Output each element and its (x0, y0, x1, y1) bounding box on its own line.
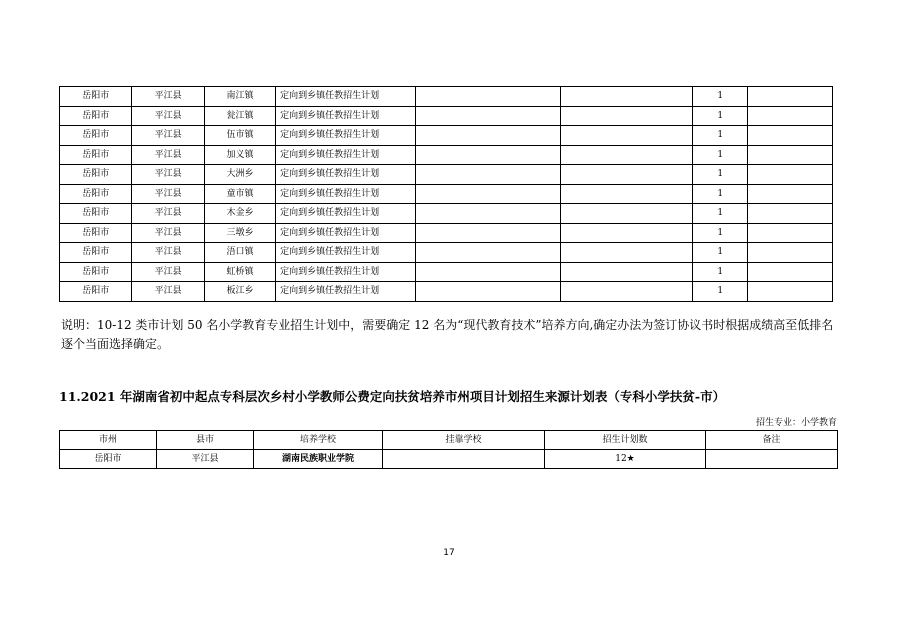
cell-col6 (560, 243, 693, 263)
cell-col6 (560, 106, 693, 126)
cell-col6 (560, 145, 693, 165)
cell-enrollment-count: 12★ (545, 450, 706, 469)
cell-col5 (415, 204, 560, 224)
cell-town: 加义镇 (204, 145, 275, 165)
cell-town: 伍市镇 (204, 126, 275, 146)
cell-city: 岳阳市 (60, 184, 132, 204)
table-row (60, 243, 833, 263)
cell-county: 平江县 (132, 126, 204, 146)
cell-remarks (748, 87, 833, 107)
cell-col5 (415, 106, 560, 126)
table-header-row (60, 431, 838, 450)
cell-plan-type: 定向到乡镇任教招生计划 (276, 126, 416, 146)
table-row (60, 184, 833, 204)
cell-remarks (748, 165, 833, 185)
cell-count: 1 (693, 282, 748, 302)
cell-county: 平江县 (132, 145, 204, 165)
cell-count: 1 (693, 243, 748, 263)
cell-col6 (560, 165, 693, 185)
cell-col6 (560, 126, 693, 146)
cell-count: 1 (693, 106, 748, 126)
table-row (60, 165, 833, 185)
cell-city: 岳阳市 (60, 223, 132, 243)
cell-plan-type: 定向到乡镇任教招生计划 (276, 204, 416, 224)
cell-count: 1 (693, 184, 748, 204)
cell-plan-type: 定向到乡镇任教招生计划 (276, 145, 416, 165)
cell-town: 浯口镇 (204, 243, 275, 263)
cell-city: 岳阳市 (60, 262, 132, 282)
cell-county: 平江县 (132, 184, 204, 204)
header-city: 市州 (60, 431, 157, 450)
cell-col5 (415, 145, 560, 165)
cell-training-school: 湖南民族职业学院 (254, 450, 383, 469)
cell-city: 岳阳市 (60, 106, 132, 126)
cell-col5 (415, 262, 560, 282)
major-label: 招生专业：小学教育 (755, 418, 837, 428)
header-enrollment-count: 招生计划数 (545, 431, 706, 450)
cell-town: 大洲乡 (204, 165, 275, 185)
cell-county: 平江县 (132, 262, 204, 282)
cell-count: 1 (693, 145, 748, 165)
cell-plan-type: 定向到乡镇任教招生计划 (276, 184, 416, 204)
table-row (60, 106, 833, 126)
cell-col5 (415, 184, 560, 204)
cell-plan-type: 定向到乡镇任教招生计划 (276, 106, 416, 126)
cell-remarks (748, 126, 833, 146)
cell-county: 平江县 (132, 87, 204, 107)
cell-plan-type: 定向到乡镇任教招生计划 (276, 262, 416, 282)
cell-town: 南江镇 (204, 87, 275, 107)
cell-count: 1 (693, 165, 748, 185)
cell-count: 1 (693, 87, 748, 107)
cell-city: 岳阳市 (60, 126, 132, 146)
explanatory-note: 说明：10-12 类市计划 50 名小学教育专业招生计划中，需要确定 12 名为“现代教育技术”培养方向,确定办法为签订协议书时根据成绩高至低排名逐个当面选择确定。 (61, 318, 834, 351)
cell-plan-type: 定向到乡镇任教招生计划 (276, 243, 416, 263)
cell-col6 (560, 184, 693, 204)
cell-town: 虹桥镇 (204, 262, 275, 282)
cell-city: 岳阳市 (60, 243, 132, 263)
table-row (60, 223, 833, 243)
cell-col5 (415, 165, 560, 185)
header-county: 县市 (157, 431, 254, 450)
header-affiliated-school: 挂靠学校 (383, 431, 545, 450)
cell-plan-type: 定向到乡镇任教招生计划 (276, 223, 416, 243)
cell-count: 1 (693, 126, 748, 146)
cell-remarks (748, 243, 833, 263)
table-row (60, 87, 833, 107)
table-row (60, 126, 833, 146)
cell-county: 平江县 (132, 106, 204, 126)
cell-county: 平江县 (132, 223, 204, 243)
cell-col6 (560, 204, 693, 224)
table-row (60, 145, 833, 165)
cell-town: 三墩乡 (204, 223, 275, 243)
recruitment-plan-table-top (59, 86, 833, 302)
cell-col5 (415, 126, 560, 146)
cell-city: 岳阳市 (60, 282, 132, 302)
page-number: 17 (443, 548, 455, 558)
cell-col6 (560, 223, 693, 243)
cell-col6 (560, 87, 693, 107)
cell-city: 岳阳市 (60, 450, 157, 469)
cell-town: 瓮江镇 (204, 106, 275, 126)
cell-remarks (748, 106, 833, 126)
cell-county: 平江县 (157, 450, 254, 469)
cell-plan-type: 定向到乡镇任教招生计划 (276, 87, 416, 107)
header-remarks: 备注 (706, 431, 838, 450)
cell-plan-type: 定向到乡镇任教招生计划 (276, 282, 416, 302)
cell-remarks (748, 204, 833, 224)
section-title: 11.2021 年湖南省初中起点专科层次乡村小学教师公费定向扶贫培养市州项目计划招生来源计划表（专科小学扶贫-市） (59, 389, 726, 404)
cell-affiliated-school (383, 450, 545, 469)
table-row (60, 450, 838, 469)
cell-remarks (706, 450, 838, 469)
cell-col5 (415, 243, 560, 263)
table-row (60, 262, 833, 282)
table-row (60, 282, 833, 302)
cell-col5 (415, 282, 560, 302)
cell-remarks (748, 282, 833, 302)
cell-count: 1 (693, 204, 748, 224)
cell-town: 木金乡 (204, 204, 275, 224)
cell-city: 岳阳市 (60, 87, 132, 107)
cell-count: 1 (693, 262, 748, 282)
cell-plan-type: 定向到乡镇任教招生计划 (276, 165, 416, 185)
cell-town: 童市镇 (204, 184, 275, 204)
recruitment-plan-table-bottom (59, 430, 838, 469)
cell-county: 平江县 (132, 243, 204, 263)
cell-city: 岳阳市 (60, 204, 132, 224)
cell-col5 (415, 223, 560, 243)
cell-city: 岳阳市 (60, 165, 132, 185)
cell-county: 平江县 (132, 282, 204, 302)
cell-remarks (748, 145, 833, 165)
cell-county: 平江县 (132, 204, 204, 224)
cell-count: 1 (693, 223, 748, 243)
cell-remarks (748, 223, 833, 243)
header-training-school: 培养学校 (254, 431, 383, 450)
cell-town: 板江乡 (204, 282, 275, 302)
cell-remarks (748, 262, 833, 282)
cell-remarks (748, 184, 833, 204)
cell-county: 平江县 (132, 165, 204, 185)
cell-col6 (560, 282, 693, 302)
cell-col5 (415, 87, 560, 107)
cell-col6 (560, 262, 693, 282)
table-row (60, 204, 833, 224)
cell-city: 岳阳市 (60, 145, 132, 165)
